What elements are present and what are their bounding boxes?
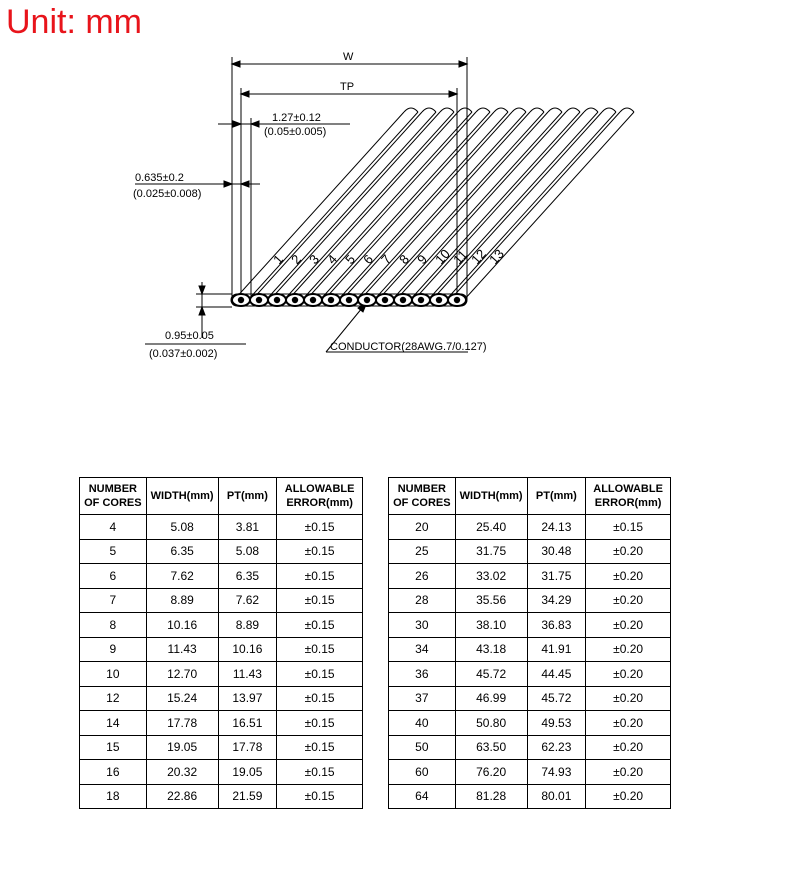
table-row [80, 735, 363, 760]
cell-pt: 7.62 [218, 588, 277, 613]
wire-end [620, 108, 634, 112]
cell-allowable-error: ±0.20 [586, 686, 671, 711]
core-number-label: 2 [288, 251, 305, 268]
header-number-of-cores: NUMBER OF CORES [80, 478, 147, 515]
table-row [80, 784, 363, 809]
wire-conductor [274, 297, 280, 303]
wire-edge [342, 112, 512, 300]
cell-width: 12.70 [146, 662, 218, 687]
wire-edge [288, 112, 458, 300]
cell-width: 8.89 [146, 588, 218, 613]
wire-end [422, 108, 436, 112]
wire-edge [428, 112, 598, 300]
core-number-label: 8 [396, 251, 413, 268]
cell-number-of-cores: 18 [80, 784, 147, 809]
cell-allowable-error: ±0.20 [586, 760, 671, 785]
unit-title: Unit: mm [6, 3, 142, 41]
table-row [389, 539, 671, 564]
wire-conductor [382, 297, 388, 303]
pitch-inch-label: (0.05±0.005) [264, 126, 327, 138]
cell-allowable-error: ±0.20 [586, 784, 671, 809]
cell-pt: 31.75 [527, 564, 586, 589]
cell-width: 38.10 [455, 613, 527, 638]
cell-number-of-cores: 36 [389, 662, 456, 687]
cell-allowable-error: ±0.15 [277, 564, 363, 589]
core-number-label: 10 [432, 246, 453, 268]
cell-width: 5.08 [146, 515, 218, 540]
cell-number-of-cores: 60 [389, 760, 456, 785]
wire-edge [338, 112, 508, 300]
pitch-arrow-left [233, 121, 241, 127]
cell-allowable-error: ±0.15 [277, 735, 363, 760]
cell-number-of-cores: 15 [80, 735, 147, 760]
spec-table-left-body [80, 515, 363, 809]
cell-pt: 8.89 [218, 613, 277, 638]
wire-end [602, 108, 616, 112]
cell-allowable-error: ±0.20 [586, 637, 671, 662]
cell-allowable-error: ±0.15 [277, 760, 363, 785]
table-row [80, 588, 363, 613]
cell-number-of-cores: 10 [80, 662, 147, 687]
cell-allowable-error: ±0.20 [586, 735, 671, 760]
cell-pt: 6.35 [218, 564, 277, 589]
table-row [389, 588, 671, 613]
cell-width: 25.40 [455, 515, 527, 540]
cell-width: 81.28 [455, 784, 527, 809]
table-row [80, 662, 363, 687]
core-number-label: 4 [324, 251, 341, 268]
cell-number-of-cores: 6 [80, 564, 147, 589]
cell-pt: 19.05 [218, 760, 277, 785]
gap-arrow-left [224, 181, 232, 187]
cell-pt: 44.45 [527, 662, 586, 687]
table-row [389, 735, 671, 760]
wire-edge [270, 112, 440, 300]
cell-allowable-error: ±0.15 [277, 662, 363, 687]
w-label: W [343, 51, 354, 63]
cell-width: 20.32 [146, 760, 218, 785]
cell-pt: 62.23 [527, 735, 586, 760]
core-number-label: 9 [414, 251, 431, 268]
wire-edge [284, 112, 454, 300]
cell-pt: 5.08 [218, 539, 277, 564]
tp-arrow-left [241, 91, 249, 97]
cell-number-of-cores: 12 [80, 686, 147, 711]
wire-edge [450, 112, 620, 300]
cell-width: 31.75 [455, 539, 527, 564]
core-number-label: 12 [468, 246, 489, 268]
thickness-arrow-bottom [199, 307, 205, 315]
cell-pt: 74.93 [527, 760, 586, 785]
gap-label: 0.635±0.2 [135, 172, 184, 184]
cell-pt: 16.51 [218, 711, 277, 736]
wire-edge [360, 112, 530, 300]
tp-arrow-right [449, 91, 457, 97]
cell-width: 63.50 [455, 735, 527, 760]
ribbon-cross-section [231, 294, 467, 306]
w-arrow-left [232, 61, 240, 67]
cell-width: 19.05 [146, 735, 218, 760]
table-row [80, 564, 363, 589]
cell-allowable-error: ±0.20 [586, 588, 671, 613]
wire-edge [306, 112, 476, 300]
core-number-label: 11 [450, 246, 471, 268]
cell-number-of-cores: 26 [389, 564, 456, 589]
cell-allowable-error: ±0.15 [586, 515, 671, 540]
cell-width: 35.56 [455, 588, 527, 613]
cell-pt: 10.16 [218, 637, 277, 662]
wire-conductor [328, 297, 334, 303]
cell-width: 10.16 [146, 613, 218, 638]
core-number-label: 7 [378, 251, 395, 268]
cell-pt: 80.01 [527, 784, 586, 809]
cell-pt: 36.83 [527, 613, 586, 638]
wire-edge [378, 112, 548, 300]
wire-edge [464, 112, 634, 300]
wire-end [566, 108, 580, 112]
core-number-label: 6 [360, 251, 377, 268]
thickness-arrow-top [199, 286, 205, 294]
cell-pt: 41.91 [527, 637, 586, 662]
cell-allowable-error: ±0.20 [586, 613, 671, 638]
wire-conductor [400, 297, 406, 303]
cell-number-of-cores: 9 [80, 637, 147, 662]
spec-table-right-body [389, 515, 671, 809]
cell-number-of-cores: 5 [80, 539, 147, 564]
wire-conductor [256, 297, 262, 303]
cell-width: 43.18 [455, 637, 527, 662]
wire-conductor [418, 297, 424, 303]
cell-allowable-error: ±0.15 [277, 515, 363, 540]
cell-pt: 21.59 [218, 784, 277, 809]
wire-edge [414, 112, 584, 300]
cell-width: 22.86 [146, 784, 218, 809]
wire-edge [446, 112, 616, 300]
header-pt: PT(mm) [527, 478, 586, 515]
wire-conductor [364, 297, 370, 303]
cell-width: 11.43 [146, 637, 218, 662]
cell-pt: 13.97 [218, 686, 277, 711]
spec-table-left [79, 477, 363, 809]
core-number-label: 13 [486, 246, 507, 268]
cell-allowable-error: ±0.20 [586, 711, 671, 736]
wire-end [476, 108, 490, 112]
cell-number-of-cores: 37 [389, 686, 456, 711]
wire-conductor [292, 297, 298, 303]
wire-end [404, 108, 418, 112]
cell-pt: 30.48 [527, 539, 586, 564]
table-row [389, 686, 671, 711]
header-pt: PT(mm) [218, 478, 277, 515]
wire-end [440, 108, 454, 112]
wire-conductor [346, 297, 352, 303]
cell-number-of-cores: 16 [80, 760, 147, 785]
header-width: WIDTH(mm) [146, 478, 218, 515]
table-row [80, 539, 363, 564]
wire-edge [324, 112, 494, 300]
header-allowable-error: ALLOWABLE ERROR(mm) [277, 478, 363, 515]
wire-edge [252, 112, 422, 300]
wire-edge [374, 112, 544, 300]
cell-number-of-cores: 28 [389, 588, 456, 613]
cell-number-of-cores: 30 [389, 613, 456, 638]
wire-conductor [310, 297, 316, 303]
cell-pt: 49.53 [527, 711, 586, 736]
cell-number-of-cores: 8 [80, 613, 147, 638]
cell-number-of-cores: 34 [389, 637, 456, 662]
conductor-label: CONDUCTOR(28AWG.7/0.127) [330, 341, 487, 353]
wire-conductor [436, 297, 442, 303]
cell-width: 46.99 [455, 686, 527, 711]
table-row [389, 711, 671, 736]
cell-width: 6.35 [146, 539, 218, 564]
table-row [389, 564, 671, 589]
table-row [80, 760, 363, 785]
cell-allowable-error: ±0.15 [277, 711, 363, 736]
wire-end [494, 108, 508, 112]
core-number-label: 1 [270, 251, 287, 268]
thickness-inch-label: (0.037±0.002) [149, 348, 218, 360]
table-row [80, 613, 363, 638]
cell-number-of-cores: 20 [389, 515, 456, 540]
cell-pt: 34.29 [527, 588, 586, 613]
cell-allowable-error: ±0.15 [277, 686, 363, 711]
cell-pt: 11.43 [218, 662, 277, 687]
pitch-arrow-right [251, 121, 259, 127]
cell-pt: 3.81 [218, 515, 277, 540]
cell-number-of-cores: 4 [80, 515, 147, 540]
cell-number-of-cores: 50 [389, 735, 456, 760]
cell-allowable-error: ±0.20 [586, 539, 671, 564]
table-row [389, 637, 671, 662]
header-number-of-cores: NUMBER OF CORES [389, 478, 456, 515]
wire-edge [396, 112, 566, 300]
pitch-label: 1.27±0.12 [272, 112, 321, 124]
table-row [389, 613, 671, 638]
wire-conductor [238, 297, 244, 303]
spec-table-right [388, 477, 671, 809]
wire-edge [266, 112, 436, 300]
wire-edge [410, 112, 580, 300]
wire-edge [302, 112, 472, 300]
core-numbers [270, 246, 507, 267]
cell-allowable-error: ±0.15 [277, 784, 363, 809]
cell-pt: 45.72 [527, 686, 586, 711]
table-header-row [389, 478, 671, 515]
cell-allowable-error: ±0.15 [277, 588, 363, 613]
wire-conductor [454, 297, 460, 303]
cell-width: 7.62 [146, 564, 218, 589]
cell-allowable-error: ±0.15 [277, 637, 363, 662]
cell-width: 45.72 [455, 662, 527, 687]
cell-number-of-cores: 7 [80, 588, 147, 613]
header-allowable-error: ALLOWABLE ERROR(mm) [586, 478, 671, 515]
wire-end [548, 108, 562, 112]
cell-pt: 24.13 [527, 515, 586, 540]
wire-edge [356, 112, 526, 300]
cell-allowable-error: ±0.20 [586, 662, 671, 687]
cell-width: 17.78 [146, 711, 218, 736]
table-row [80, 686, 363, 711]
wire-end [584, 108, 598, 112]
cell-allowable-error: ±0.20 [586, 564, 671, 589]
cell-width: 50.80 [455, 711, 527, 736]
wire-edge [248, 112, 418, 300]
header-width: WIDTH(mm) [455, 478, 527, 515]
tp-label: TP [340, 81, 355, 93]
wire-edge [320, 112, 490, 300]
core-number-label: 5 [342, 251, 359, 268]
cell-allowable-error: ±0.15 [277, 613, 363, 638]
table-row [389, 515, 671, 540]
wire-end [512, 108, 526, 112]
cell-width: 15.24 [146, 686, 218, 711]
table-row [389, 662, 671, 687]
table-row [80, 711, 363, 736]
gap-inch-label: (0.025±0.008) [133, 188, 202, 200]
thickness-label: 0.95±0.05 [165, 330, 214, 342]
table-row [389, 760, 671, 785]
cell-number-of-cores: 14 [80, 711, 147, 736]
cell-number-of-cores: 25 [389, 539, 456, 564]
cell-allowable-error: ±0.15 [277, 539, 363, 564]
wire-end [530, 108, 544, 112]
cell-number-of-cores: 64 [389, 784, 456, 809]
wire-end [458, 108, 472, 112]
wire-edge [234, 112, 404, 300]
table-header-row [80, 478, 363, 515]
cell-pt: 17.78 [218, 735, 277, 760]
cell-width: 76.20 [455, 760, 527, 785]
cell-width: 33.02 [455, 564, 527, 589]
core-number-label: 3 [306, 251, 323, 268]
gap-arrow-right [241, 181, 249, 187]
cell-number-of-cores: 40 [389, 711, 456, 736]
wire-edge [392, 112, 562, 300]
table-row [80, 637, 363, 662]
table-row [80, 515, 363, 540]
w-arrow-right [459, 61, 467, 67]
table-row [389, 784, 671, 809]
